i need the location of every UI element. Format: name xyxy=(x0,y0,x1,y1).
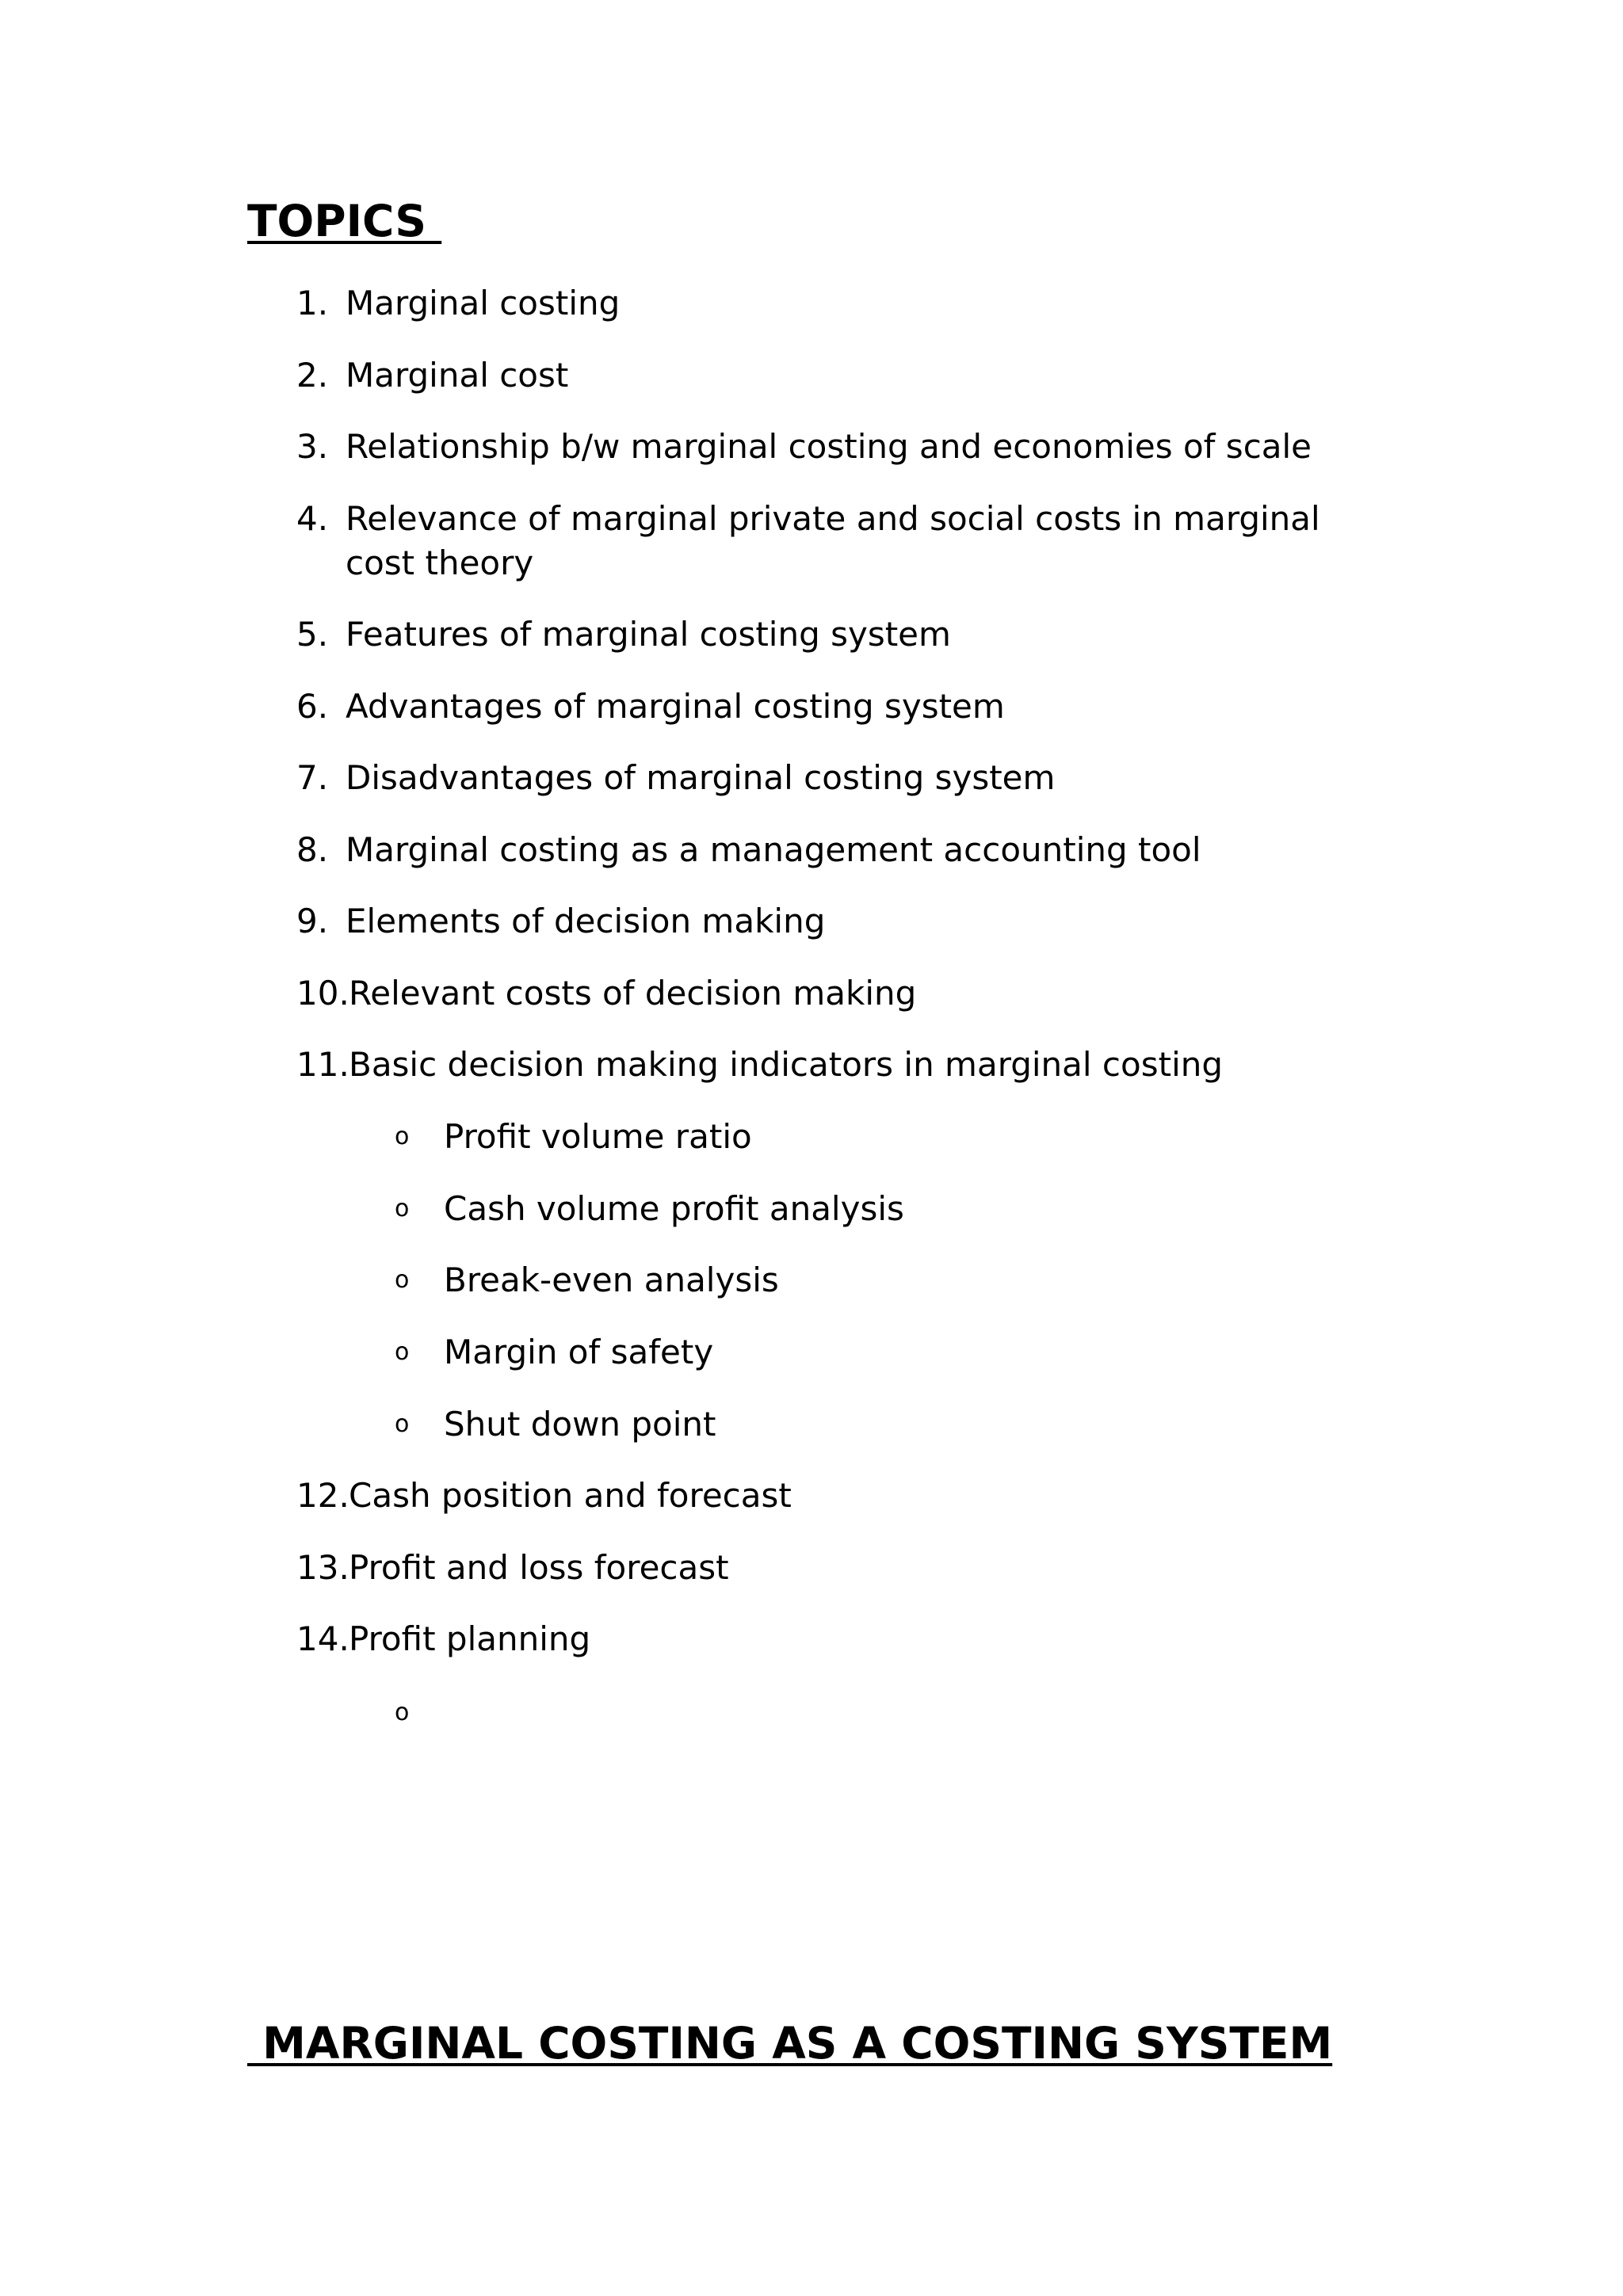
list-item-number: 14. xyxy=(296,1619,349,1658)
list-item-text: cost theory xyxy=(346,543,534,582)
list-item-number: 12. xyxy=(296,1476,349,1515)
bullet-circle-icon: o xyxy=(395,1266,410,1294)
list-item-number: 8. xyxy=(296,830,329,869)
list-item-text: Features of marginal costing system xyxy=(346,615,951,654)
bullet-circle-icon: o xyxy=(395,1338,410,1366)
list-item-number: 13. xyxy=(296,1548,349,1587)
bullet-circle-icon: o xyxy=(395,1699,410,1726)
list-item-number: 4. xyxy=(296,499,329,538)
bullet-circle-icon: o xyxy=(395,1410,410,1438)
list-item-text: Relevance of marginal private and social costs in marginal xyxy=(346,499,1320,538)
list-item-text: Cash position and forecast xyxy=(349,1476,792,1515)
bullet-circle-icon: o xyxy=(395,1123,410,1150)
list-item-text: Marginal costing xyxy=(346,284,621,322)
list-item-text: Marginal costing as a management accounting tool xyxy=(346,830,1201,869)
list-item-number: 6. xyxy=(296,687,329,726)
list-item-text: Disadvantages of marginal costing system xyxy=(346,758,1056,797)
list-item-text: Advantages of marginal costing system xyxy=(346,687,1005,726)
sub-list-item-text: Cash volume profit analysis xyxy=(444,1189,904,1228)
list-item-text: Profit and loss forecast xyxy=(349,1548,729,1587)
list-item-text: Relationship b/w marginal costing and economies of scale xyxy=(346,427,1312,466)
sub-list-item-text: Margin of safety xyxy=(444,1333,714,1371)
sub-list-item-text: Break-even analysis xyxy=(444,1261,779,1299)
section-heading: MARGINAL COSTING AS A COSTING SYSTEM xyxy=(247,2018,1333,2069)
list-item-number: 10. xyxy=(296,974,349,1013)
list-item-number: 11. xyxy=(296,1045,349,1084)
sub-list-item-text: Profit volume ratio xyxy=(444,1117,752,1156)
list-item-number: 9. xyxy=(296,902,329,940)
list-item-number: 3. xyxy=(296,427,329,466)
list-item-number: 5. xyxy=(296,615,329,654)
list-item-number: 1. xyxy=(296,284,329,322)
list-item-text: Basic decision making indicators in marginal costing xyxy=(349,1045,1224,1084)
list-item-number: 2. xyxy=(296,356,329,395)
list-item-text: Profit planning xyxy=(349,1619,591,1658)
topics-heading: TOPICS xyxy=(247,196,442,246)
list-item-text: Marginal cost xyxy=(346,356,569,395)
sub-list-item-text: Shut down point xyxy=(444,1405,716,1444)
list-item-text: Elements of decision making xyxy=(346,902,826,940)
bullet-circle-icon: o xyxy=(395,1195,410,1222)
list-item-text: Relevant costs of decision making xyxy=(349,974,917,1013)
list-item-number: 7. xyxy=(296,758,329,797)
